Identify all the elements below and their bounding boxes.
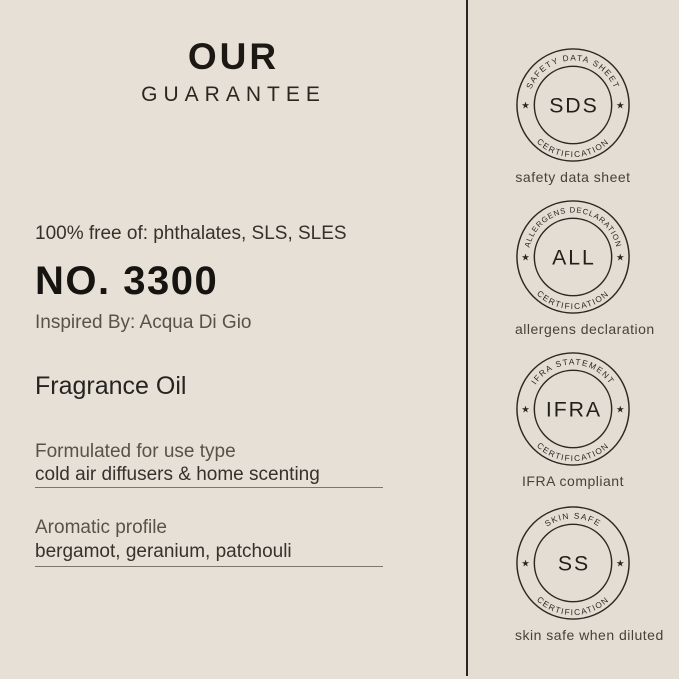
- svg-text:CERTIFICATION: [535, 288, 611, 311]
- svg-text:IFRA STATEMENT: [529, 356, 617, 386]
- badge-sds: [515, 47, 631, 184]
- svg-text:CERTIFICATION: [535, 594, 611, 617]
- badge-top-arc-text: IFRA STATEMENT: [528, 356, 617, 387]
- badge-skin-safe: [515, 505, 664, 643]
- use-type-label: Formulated for use type: [35, 441, 236, 462]
- badge-caption: safety data sheet: [515, 169, 631, 185]
- badge-bottom-arc-text: CERTIFICATION: [535, 136, 611, 160]
- star-right-icon: ★: [616, 252, 625, 264]
- free-of-statement: 100% free of: phthalates, SLS, SLES: [35, 223, 347, 244]
- badge-allergens: [515, 199, 655, 337]
- header-title: OUR: [187, 36, 280, 77]
- badge-bottom-arc-text: CERTIFICATION: [535, 440, 611, 464]
- star-left-icon: ★: [521, 558, 530, 570]
- star-right-icon: ★: [616, 100, 625, 112]
- header-subtitle: GUARANTEE: [141, 83, 326, 106]
- badge-bottom-arc-text: CERTIFICATION: [535, 288, 611, 312]
- badge-center-label: ALL: [552, 245, 596, 270]
- badge-bottom-arc-text: CERTIFICATION: [535, 594, 611, 618]
- badge-caption: skin safe when diluted: [515, 627, 664, 643]
- aromatic-profile-label: Aromatic profile: [35, 517, 167, 538]
- badge-top-arc-text: ALLERGENS DECLARATION: [522, 205, 624, 249]
- svg-text:CERTIFICATION: [535, 440, 611, 463]
- aromatic-profile-underline: [35, 566, 383, 567]
- inspired-by: Inspired By: Acqua Di Gio: [35, 312, 252, 333]
- badge-center-label: SDS: [549, 93, 599, 118]
- badge-caption: allergens declaration: [515, 321, 655, 337]
- badge-caption: IFRA compliant: [522, 473, 624, 489]
- star-left-icon: ★: [521, 404, 530, 416]
- star-right-icon: ★: [616, 404, 625, 416]
- use-type-underline: [35, 487, 383, 488]
- product-number: NO. 3300: [35, 259, 219, 303]
- guarantee-header: [0, 38, 467, 105]
- svg-text:SAFETY DATA SHEET: [524, 52, 622, 90]
- ifra-seal-icon: [515, 351, 631, 467]
- svg-text:SKIN SAFE: [543, 510, 604, 528]
- allergens-seal-icon: [515, 199, 631, 315]
- use-type-value: cold air diffusers & home scenting: [35, 464, 320, 485]
- star-right-icon: ★: [616, 558, 625, 570]
- badge-center-label: SS: [557, 551, 591, 576]
- skin-safe-seal-icon: [515, 505, 631, 621]
- product-type: Fragrance Oil: [35, 372, 187, 400]
- aromatic-profile-value: bergamot, geranium, patchouli: [35, 541, 292, 562]
- star-left-icon: ★: [521, 252, 530, 264]
- badge-ifra: [515, 351, 631, 488]
- badge-top-arc-text: SKIN SAFE: [542, 510, 604, 529]
- sds-seal-icon: [515, 47, 631, 163]
- svg-text:CERTIFICATION: [535, 136, 611, 159]
- badge-center-label: IFRA: [545, 397, 603, 422]
- badge-top-arc-text: SAFETY DATA SHEET: [523, 52, 623, 91]
- star-left-icon: ★: [521, 100, 530, 112]
